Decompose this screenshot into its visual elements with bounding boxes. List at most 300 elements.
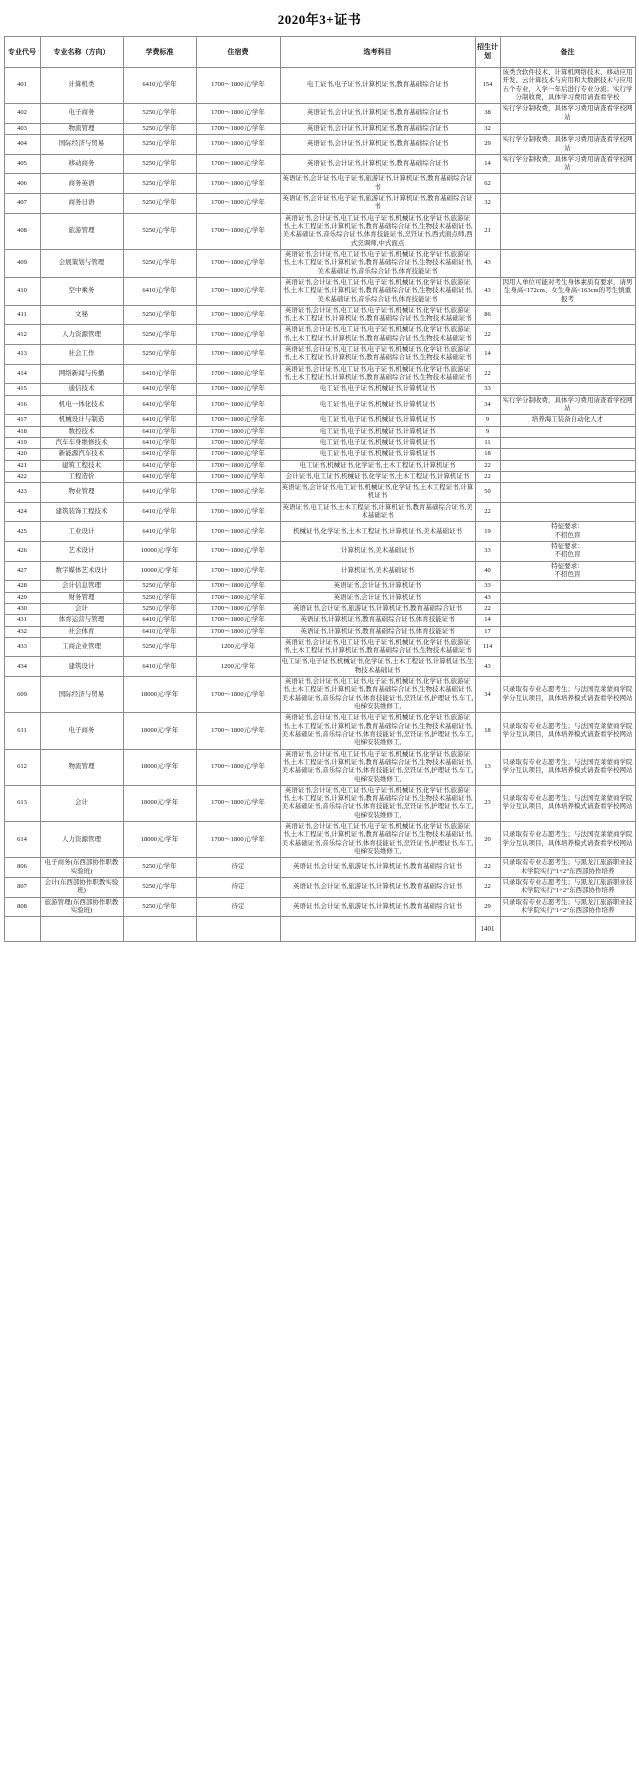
table-row [4, 415, 635, 426]
column-header-exam-subjects: 选考科目 [280, 37, 475, 68]
cell-tuition: 6410元/学年 [123, 502, 196, 522]
cell-major-name: 会计信息管理 [40, 581, 123, 592]
cell-plan-count: 1401 [475, 917, 500, 942]
cell-exam-subjects: 计算机证书,美术基础证书 [280, 542, 475, 562]
cell-major-code: 613 [4, 785, 40, 821]
cell-tuition: 6410元/学年 [123, 471, 196, 482]
cell-tuition: 5250元/学年 [123, 897, 196, 917]
cell-remark: 只录取有专业志愿考生；与法国克莱蒙商学院学分互认项目，具体培养模式请查看学校网站 [500, 677, 635, 713]
cell-tuition: 5250元/学年 [123, 305, 196, 325]
cell-major-code: 609 [4, 677, 40, 713]
cell-exam-subjects: 英语证书,会计证书,电子证书,旅游证书,计算机证书,教育基础综合证书 [280, 174, 475, 194]
cell-exam-subjects: 电工证书,电子证书,机械证书,计算机证书 [280, 426, 475, 437]
cell-remark [500, 657, 635, 677]
cell-tuition: 18000元/学年 [123, 785, 196, 821]
cell-plan-count: 34 [475, 677, 500, 713]
column-header-plan-count: 招生计划 [475, 37, 500, 68]
cell-remark [500, 384, 635, 395]
cell-major-code: 410 [4, 277, 40, 305]
cell-plan-count: 33 [475, 581, 500, 592]
cell-dorm-fee: 1700～1800元/学年 [196, 68, 280, 104]
cell-major-code: 419 [4, 437, 40, 448]
cell-major-name [40, 917, 123, 942]
cell-major-name: 旅游管理 [40, 213, 123, 249]
table-header [4, 37, 635, 68]
cell-major-name: 数字媒体艺术设计 [40, 561, 123, 581]
cell-major-name: 国际经济与贸易 [40, 135, 123, 155]
cell-plan-count: 22 [475, 877, 500, 897]
cell-dorm-fee: 1700～1800元/学年 [196, 384, 280, 395]
cell-major-code: 416 [4, 395, 40, 415]
cell-major-code: 420 [4, 449, 40, 460]
cell-tuition: 6410元/学年 [123, 426, 196, 437]
cell-plan-count: 19 [475, 522, 500, 542]
cell-remark [500, 325, 635, 345]
cell-tuition: 10000元/学年 [123, 542, 196, 562]
cell-exam-subjects: 会计证书,电工证书,机械证书,化学证书,土木工程证书,计算机证书 [280, 471, 475, 482]
table-row [4, 502, 635, 522]
cell-major-code: 423 [4, 483, 40, 503]
cell-tuition: 6410元/学年 [123, 626, 196, 637]
cell-tuition: 5250元/学年 [123, 345, 196, 365]
cell-major-code: 421 [4, 460, 40, 471]
cell-dorm-fee: 1700～1800元/学年 [196, 364, 280, 384]
cell-major-code: 430 [4, 603, 40, 614]
cell-tuition: 5250元/学年 [123, 194, 196, 214]
cell-major-code: 432 [4, 626, 40, 637]
cell-tuition: 6410元/学年 [123, 483, 196, 503]
cell-exam-subjects: 英语证书,会计证书,旅游证书,计算机证书,教育基础综合证书 [280, 897, 475, 917]
cell-plan-count: 32 [475, 123, 500, 134]
cell-major-name: 通信技术 [40, 384, 123, 395]
cell-plan-count: 38 [475, 104, 500, 124]
cell-dorm-fee: 1700～1800元/学年 [196, 437, 280, 448]
cell-exam-subjects: 计算机证书,美术基础证书 [280, 561, 475, 581]
cell-exam-subjects: 电工证书,机械证书,化学证书,土木工程证书,计算机证书 [280, 460, 475, 471]
cell-major-name: 会展策划与管理 [40, 249, 123, 277]
table-row [4, 877, 635, 897]
table-row [4, 249, 635, 277]
cell-plan-count: 43 [475, 592, 500, 603]
cell-major-name: 工商企业管理 [40, 637, 123, 657]
cell-plan-count: 29 [475, 897, 500, 917]
cell-exam-subjects: 英语证书,会计证书,电工证书,电子证书,机械证书,化学证书,旅游证书,土木工程证书,计算机证书,教育基础综合证书,生物技术基础证书,美术基础证书,音乐综合证书,体育技能证书,烹饪证书,护理证书,车工,电梯安装维修工, [280, 822, 475, 858]
cell-exam-subjects: 英语证书,会计证书,电工证书,电子证书,机械证书,化学证书,旅游证书,土木工程证书,计算机证书,教育基础综合证书,生物技术基础证书 [280, 305, 475, 325]
cell-exam-subjects: 英语证书,会计证书,电工证书,电子证书,机械证书,化学证书,旅游证书,土木工程证书,计算机证书,教育基础综合证书,生物技术基础证书 [280, 637, 475, 657]
cell-exam-subjects: 英语证书,会计证书,电工证书,电子证书,机械证书,化学证书,旅游证书,土木工程证书,计算机证书,教育基础综合证书,生物技术基础证书 [280, 345, 475, 365]
cell-plan-count: 43 [475, 277, 500, 305]
table-row [4, 561, 635, 581]
cell-plan-count: 22 [475, 364, 500, 384]
cell-major-code: 807 [4, 877, 40, 897]
cell-dorm-fee: 1700～1800元/学年 [196, 713, 280, 749]
cell-remark: 实行学分制收费，具体学习费用请查看学校网站 [500, 154, 635, 174]
cell-major-code: 612 [4, 749, 40, 785]
cell-remark [500, 483, 635, 503]
cell-major-name: 物业管理 [40, 483, 123, 503]
table-row [4, 449, 635, 460]
cell-major-name: 体育运营与管理 [40, 615, 123, 626]
table-row [4, 426, 635, 437]
cell-dorm-fee: 1700～1800元/学年 [196, 822, 280, 858]
cell-plan-count: 13 [475, 749, 500, 785]
cell-exam-subjects: 英语证书,会计证书,计算机证书,教育基础综合证书 [280, 135, 475, 155]
cell-exam-subjects: 英语证书,会计证书,旅游证书,计算机证书,教育基础综合证书 [280, 858, 475, 878]
cell-plan-count: 21 [475, 213, 500, 249]
cell-exam-subjects [280, 917, 475, 942]
table-row [4, 395, 635, 415]
table-row [4, 522, 635, 542]
cell-remark: 培养海工装备自动化人才 [500, 415, 635, 426]
cell-exam-subjects: 英语证书,会计证书,电工证书,电子证书,机械证书,化学证书,旅游证书,土木工程证书,计算机证书,教育基础综合证书,生物技术基础证书,美术基础证书,音乐综合证书,体育技能证书 [280, 249, 475, 277]
cell-plan-count: 22 [475, 603, 500, 614]
cell-exam-subjects: 电工证书,电子证书,机械证书,计算机证书 [280, 415, 475, 426]
cell-plan-count: 22 [475, 502, 500, 522]
cell-plan-count: 40 [475, 561, 500, 581]
cell-exam-subjects: 英语证书,会计证书,计算机证书,教育基础综合证书 [280, 104, 475, 124]
cell-remark: 只录取有专业志愿考生；与黑龙江旅游职业技术学院实行“1+2”东西部协作培养 [500, 877, 635, 897]
cell-dorm-fee: 1700～1800元/学年 [196, 345, 280, 365]
cell-plan-count: 14 [475, 154, 500, 174]
cell-tuition: 5250元/学年 [123, 877, 196, 897]
cell-major-code: 408 [4, 213, 40, 249]
cell-dorm-fee: 1700～1800元/学年 [196, 581, 280, 592]
cell-exam-subjects: 英语证书,计算机证书,教育基础综合证书,体育技能证书 [280, 615, 475, 626]
cell-tuition: 6410元/学年 [123, 384, 196, 395]
cell-tuition: 5250元/学年 [123, 104, 196, 124]
cell-tuition: 6410元/学年 [123, 615, 196, 626]
cell-major-name: 商务英语 [40, 174, 123, 194]
cell-plan-count: 22 [475, 471, 500, 482]
cell-major-code: 424 [4, 502, 40, 522]
table-row [4, 785, 635, 821]
cell-plan-count: 43 [475, 657, 500, 677]
cell-exam-subjects: 电工证书,电子证书,机械证书,计算机证书 [280, 395, 475, 415]
cell-tuition [123, 917, 196, 942]
cell-tuition: 5250元/学年 [123, 637, 196, 657]
cell-dorm-fee: 1700～1800元/学年 [196, 395, 280, 415]
cell-exam-subjects: 英语证书,会计证书,电工证书,电子证书,机械证书,化学证书,旅游证书,土木工程证书,计算机证书,教育基础综合证书,生物技术基础证书,美术基础证书,音乐综合证书,体育技能证书 [280, 277, 475, 305]
cell-tuition: 5250元/学年 [123, 325, 196, 345]
cell-exam-subjects: 英语证书,会计证书,电工证书,电子证书,机械证书,化学证书,旅游证书,土木工程证书,计算机证书,教育基础综合证书,生物技术基础证书,美术基础证书,音乐综合证书,体育技能证书,烹饪证书,护理证书,车工,电梯安装维修工, [280, 713, 475, 749]
cell-major-name: 移动商务 [40, 154, 123, 174]
cell-remark [500, 345, 635, 365]
cell-exam-subjects: 英语证书,会计证书,旅游证书,计算机证书,教育基础综合证书 [280, 877, 475, 897]
cell-plan-count: 34 [475, 395, 500, 415]
cell-exam-subjects: 电工证书,电子证书,机械证书,化学证书,土木工程证书,计算机证书,生物技术基础证书 [280, 657, 475, 677]
cell-major-name: 工程造价 [40, 471, 123, 482]
table-total-row [4, 917, 635, 942]
cell-major-code: 428 [4, 581, 40, 592]
cell-dorm-fee: 待定 [196, 877, 280, 897]
cell-exam-subjects: 机械证书,化学证书,土木工程证书,计算机证书,美术基础证书 [280, 522, 475, 542]
cell-dorm-fee: 1700～1800元/学年 [196, 415, 280, 426]
table-row [4, 68, 635, 104]
cell-tuition: 5250元/学年 [123, 174, 196, 194]
cell-plan-count: 17 [475, 626, 500, 637]
cell-major-name: 社会工作 [40, 345, 123, 365]
cell-major-name: 会计 [40, 785, 123, 821]
cell-plan-count: 32 [475, 194, 500, 214]
cell-exam-subjects: 英语证书,会计证书,电工证书,电子证书,机械证书,化学证书,旅游证书,土木工程证书,计算机证书,教育基础综合证书,生物技术基础证书,美术基础证书,音乐综合证书,体育技能证书,烹饪证书,护理证书,车工,电梯安装维修工, [280, 785, 475, 821]
cell-dorm-fee: 1700～1800元/学年 [196, 213, 280, 249]
cell-remark [500, 626, 635, 637]
cell-exam-subjects: 英语证书,会计证书,计算机证书,教育基础综合证书 [280, 154, 475, 174]
cell-major-name: 会计 [40, 603, 123, 614]
cell-dorm-fee: 1700～1800元/学年 [196, 626, 280, 637]
column-header-dorm-fee: 住宿费 [196, 37, 280, 68]
cell-tuition: 6410元/学年 [123, 415, 196, 426]
cell-major-name: 新能源汽车技术 [40, 449, 123, 460]
table-row [4, 592, 635, 603]
cell-dorm-fee: 待定 [196, 858, 280, 878]
table-row [4, 858, 635, 878]
cell-remark: 只录取有专业志愿考生；与黑龙江旅游职业技术学院实行“1+2”东西部协作培养 [500, 897, 635, 917]
cell-exam-subjects: 电工证书,电子证书,机械证书,计算机证书 [280, 449, 475, 460]
cell-major-name: 人力资源管理 [40, 822, 123, 858]
cell-exam-subjects: 英语证书,会计证书,计算机证书 [280, 592, 475, 603]
cell-tuition: 5250元/学年 [123, 858, 196, 878]
cell-major-code: 429 [4, 592, 40, 603]
cell-plan-count: 9 [475, 415, 500, 426]
cell-remark: 实行学分制收费，具体学习费用请查看学校网站 [500, 395, 635, 415]
cell-plan-count: 14 [475, 345, 500, 365]
cell-remark [500, 917, 635, 942]
cell-exam-subjects: 英语证书,会计证书,电工证书,电子证书,机械证书,化学证书,旅游证书,土木工程证书,计算机证书,教育基础综合证书,生物技术基础证书,美术基础证书,音乐综合证书,体育技能证书,烹饪证书,护理证书,车工,电梯安装维修工, [280, 677, 475, 713]
table-row [4, 135, 635, 155]
cell-tuition: 18000元/学年 [123, 677, 196, 713]
cell-dorm-fee: 1700～1800元/学年 [196, 592, 280, 603]
table-row [4, 277, 635, 305]
cell-major-code: 427 [4, 561, 40, 581]
cell-major-name: 会计(东西部协作职教实验班) [40, 877, 123, 897]
cell-remark: 因用人单位可能对考生身体素质有要求，请男生身高<172cm、女生身高<163cm的考生慎重报考 [500, 277, 635, 305]
cell-dorm-fee: 1700～1800元/学年 [196, 749, 280, 785]
cell-plan-count: 22 [475, 460, 500, 471]
cell-plan-count: 114 [475, 637, 500, 657]
cell-tuition: 5250元/学年 [123, 123, 196, 134]
cell-remark: 特征要求： 不招色盲 [500, 542, 635, 562]
cell-dorm-fee: 1700～1800元/学年 [196, 603, 280, 614]
cell-major-name: 工业设计 [40, 522, 123, 542]
cell-tuition: 5250元/学年 [123, 603, 196, 614]
cell-plan-count: 14 [475, 615, 500, 626]
table-row [4, 460, 635, 471]
cell-major-name: 电子商务 [40, 104, 123, 124]
cell-remark [500, 615, 635, 626]
cell-remark [500, 437, 635, 448]
header-row [4, 37, 635, 68]
cell-plan-count: 22 [475, 858, 500, 878]
cell-dorm-fee: 1700～1800元/学年 [196, 561, 280, 581]
cell-dorm-fee: 1700～1800元/学年 [196, 174, 280, 194]
table-row [4, 345, 635, 365]
cell-major-code: 431 [4, 615, 40, 626]
table-row [4, 213, 635, 249]
cell-plan-count: 22 [475, 325, 500, 345]
cell-exam-subjects: 英语证书,会计证书,旅游证书,计算机证书,教育基础综合证书 [280, 603, 475, 614]
cell-tuition: 18000元/学年 [123, 822, 196, 858]
cell-plan-count: 50 [475, 483, 500, 503]
cell-plan-count: 62 [475, 174, 500, 194]
cell-tuition: 6410元/学年 [123, 460, 196, 471]
cell-major-code: 433 [4, 637, 40, 657]
cell-remark: 只录取有专业志愿考生；与法国克莱蒙商学院学分互认项目，具体培养模式请查看学校网站 [500, 785, 635, 821]
cell-tuition: 6410元/学年 [123, 449, 196, 460]
cell-major-name: 网络新闻与传播 [40, 364, 123, 384]
cell-major-code: 611 [4, 713, 40, 749]
cell-plan-count: 43 [475, 249, 500, 277]
cell-plan-count: 20 [475, 822, 500, 858]
cell-dorm-fee: 1700～1800元/学年 [196, 194, 280, 214]
cell-tuition: 5250元/学年 [123, 135, 196, 155]
cell-tuition: 6410元/学年 [123, 364, 196, 384]
cell-remark: 只录取有专业志愿考生；与黑龙江旅游职业技术学院实行“1+2”东西部协作培养 [500, 858, 635, 878]
cell-plan-count: 33 [475, 542, 500, 562]
cell-remark [500, 449, 635, 460]
table-row [4, 822, 635, 858]
cell-major-name: 电子商务(东西部协作职教实验班) [40, 858, 123, 878]
cell-tuition: 6410元/学年 [123, 277, 196, 305]
cell-major-code: 407 [4, 194, 40, 214]
cell-exam-subjects: 电工证书,电子证书,机械证书,计算机证书 [280, 384, 475, 395]
footer-spacer [0, 942, 639, 946]
cell-major-name: 国际经济与贸易 [40, 677, 123, 713]
table-row [4, 542, 635, 562]
cell-tuition: 5250元/学年 [123, 154, 196, 174]
table-row [4, 897, 635, 917]
cell-dorm-fee [196, 917, 280, 942]
table-row [4, 305, 635, 325]
cell-major-code: 402 [4, 104, 40, 124]
cell-major-code: 406 [4, 174, 40, 194]
cell-dorm-fee: 1700～1800元/学年 [196, 154, 280, 174]
table-row [4, 384, 635, 395]
cell-tuition: 5250元/学年 [123, 581, 196, 592]
cell-dorm-fee: 1700～1800元/学年 [196, 277, 280, 305]
cell-exam-subjects: 英语证书,电工证书,土木工程证书,计算机证书,教育基础综合证书,美术基础证书 [280, 502, 475, 522]
cell-dorm-fee: 1700～1800元/学年 [196, 502, 280, 522]
cell-major-name: 艺术设计 [40, 542, 123, 562]
cell-tuition: 18000元/学年 [123, 713, 196, 749]
cell-remark [500, 592, 635, 603]
admission-plan-table [4, 36, 636, 942]
cell-plan-count: 33 [475, 384, 500, 395]
cell-major-name: 财务管理 [40, 592, 123, 603]
cell-dorm-fee: 1700～1800元/学年 [196, 135, 280, 155]
cell-major-name: 计算机类 [40, 68, 123, 104]
cell-tuition: 6410元/学年 [123, 437, 196, 448]
cell-major-name: 建筑工程技术 [40, 460, 123, 471]
cell-plan-count: 29 [475, 135, 500, 155]
cell-major-code: 425 [4, 522, 40, 542]
cell-major-name: 社会体育 [40, 626, 123, 637]
column-header-remark: 备注 [500, 37, 635, 68]
cell-exam-subjects: 英语证书,会计证书,计算机证书,教育基础综合证书 [280, 123, 475, 134]
cell-dorm-fee: 1700～1800元/学年 [196, 325, 280, 345]
cell-remark [500, 249, 635, 277]
cell-tuition: 10000元/学年 [123, 561, 196, 581]
cell-plan-count: 18 [475, 713, 500, 749]
cell-remark [500, 581, 635, 592]
cell-exam-subjects: 英语证书,会计证书,电工证书,机械证书,化学证书,土木工程证书,计算机证书 [280, 483, 475, 503]
cell-dorm-fee: 1700～1800元/学年 [196, 426, 280, 437]
cell-remark [500, 637, 635, 657]
cell-tuition: 5250元/学年 [123, 213, 196, 249]
cell-exam-subjects: 英语证书,会计证书,电工证书,电子证书,机械证书,化学证书,旅游证书,土木工程证书,计算机证书,教育基础综合证书,生物技术基础证书,美术基础证书,音乐综合证书,体育技能证书,烹饪证书,西式面点师,西式烹调师,中式面点 [280, 213, 475, 249]
table-row [4, 471, 635, 482]
cell-plan-count: 86 [475, 305, 500, 325]
cell-remark [500, 460, 635, 471]
cell-major-code: 422 [4, 471, 40, 482]
cell-tuition: 6410元/学年 [123, 522, 196, 542]
cell-dorm-fee: 1700～1800元/学年 [196, 449, 280, 460]
cell-major-code: 614 [4, 822, 40, 858]
cell-remark [500, 305, 635, 325]
cell-plan-count: 9 [475, 426, 500, 437]
cell-major-code: 434 [4, 657, 40, 677]
column-header-major-code: 专业代号 [4, 37, 40, 68]
cell-remark [500, 174, 635, 194]
column-header-major-name: 专业名称（方向） [40, 37, 123, 68]
cell-major-code: 405 [4, 154, 40, 174]
cell-major-name: 汽车车身维修技术 [40, 437, 123, 448]
cell-major-code: 418 [4, 426, 40, 437]
cell-major-name: 建筑设计 [40, 657, 123, 677]
cell-major-code: 808 [4, 897, 40, 917]
cell-dorm-fee: 1700～1800元/学年 [196, 785, 280, 821]
table-body [4, 68, 635, 942]
table-row [4, 325, 635, 345]
cell-tuition: 6410元/学年 [123, 395, 196, 415]
table-row [4, 123, 635, 134]
cell-dorm-fee: 1700～1800元/学年 [196, 460, 280, 471]
cell-major-code: 417 [4, 415, 40, 426]
table-row [4, 626, 635, 637]
table-row [4, 437, 635, 448]
table-row [4, 657, 635, 677]
table-row [4, 104, 635, 124]
table-row [4, 194, 635, 214]
cell-dorm-fee: 1700～1800元/学年 [196, 123, 280, 134]
cell-remark [500, 603, 635, 614]
column-header-tuition: 学费标准 [123, 37, 196, 68]
cell-tuition: 6410元/学年 [123, 657, 196, 677]
cell-remark: 实行学分制收费，具体学习费用请查看学校网站 [500, 135, 635, 155]
cell-dorm-fee: 1700～1800元/学年 [196, 542, 280, 562]
cell-dorm-fee: 1700～1800元/学年 [196, 677, 280, 713]
cell-exam-subjects: 电工证书,电子证书,计算机证书,教育基础综合证书 [280, 68, 475, 104]
cell-tuition: 5250元/学年 [123, 249, 196, 277]
cell-major-code: 412 [4, 325, 40, 345]
cell-major-name: 数控技术 [40, 426, 123, 437]
table-row [4, 483, 635, 503]
page-title: 2020年3+证书 [277, 12, 362, 27]
table-row [4, 713, 635, 749]
table-row [4, 154, 635, 174]
cell-tuition: 18000元/学年 [123, 749, 196, 785]
cell-major-name: 物流管理 [40, 123, 123, 134]
cell-tuition: 6410元/学年 [123, 68, 196, 104]
table-row [4, 677, 635, 713]
table-row [4, 615, 635, 626]
cell-exam-subjects: 英语证书,会计证书,电工证书,电子证书,机械证书,化学证书,旅游证书,土木工程证书,计算机证书,教育基础综合证书,生物技术基础证书,美术基础证书,音乐综合证书,体育技能证书,烹饪证书,护理证书,车工,电梯安装维修工, [280, 749, 475, 785]
cell-dorm-fee: 待定 [196, 897, 280, 917]
cell-remark: 实行学分制收费，具体学习费用请查看学校网站 [500, 104, 635, 124]
cell-tuition: 5250元/学年 [123, 592, 196, 603]
cell-remark: 只录取有专业志愿考生；与法国克莱蒙商学院学分互认项目，具体培养模式请查看学校网站 [500, 713, 635, 749]
cell-remark [500, 471, 635, 482]
